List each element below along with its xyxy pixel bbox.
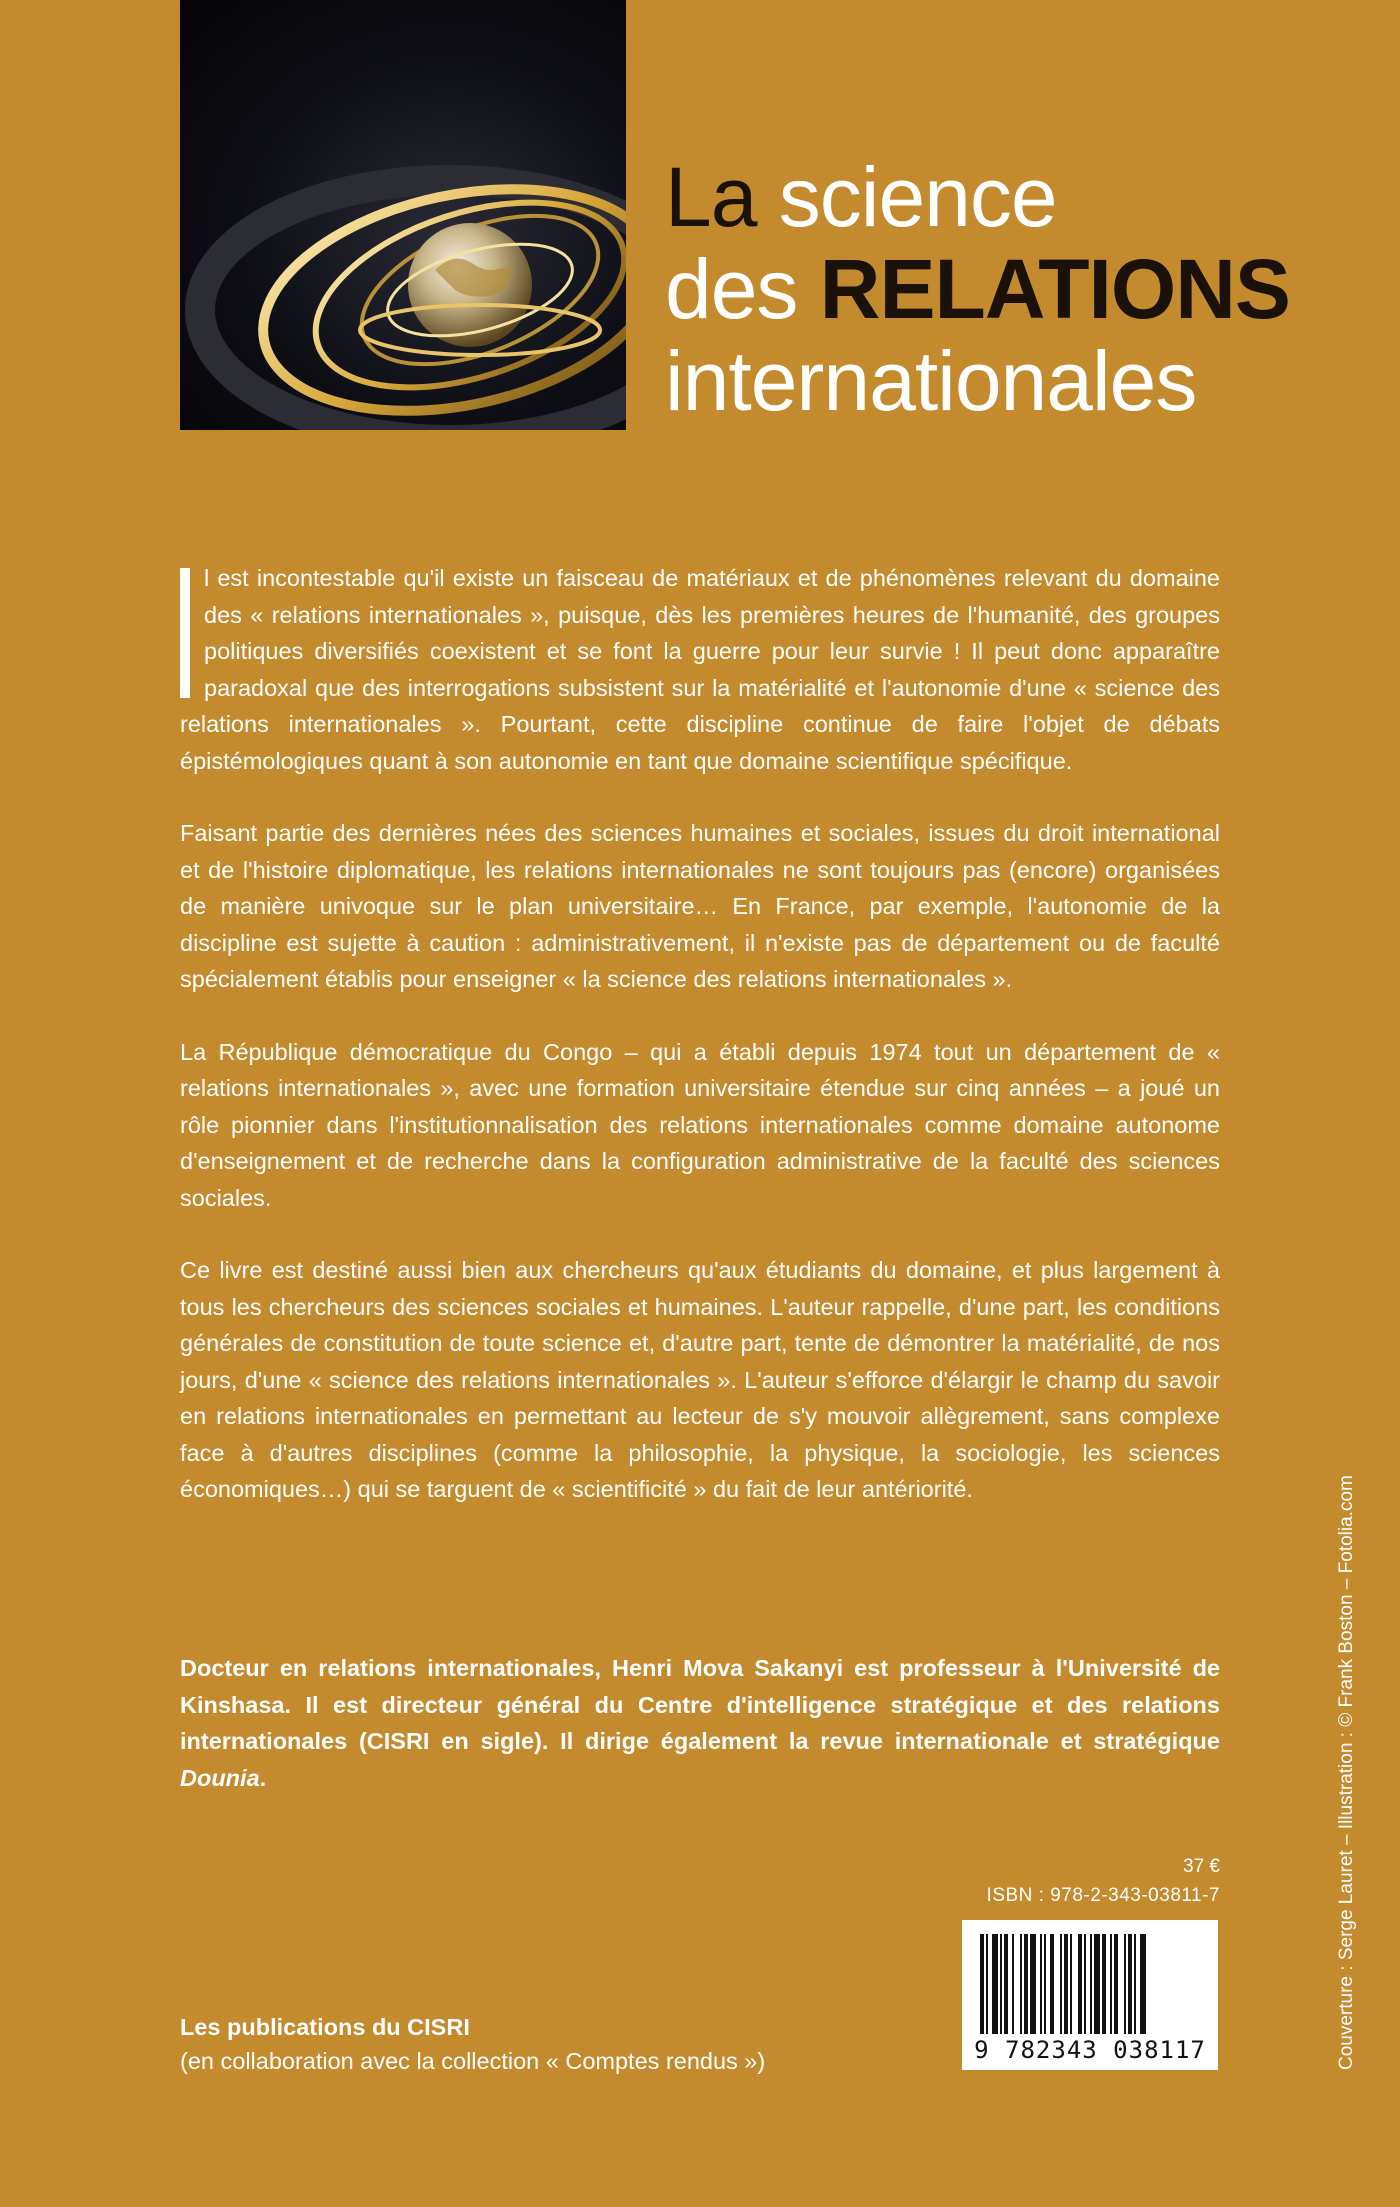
journal-title: Dounia [180, 1764, 260, 1791]
summary-paragraph: l est incontestable qu'il existe un faisceau de matériaux et de phénomènes relevant du domaine des « relations internationales », puisque, dès les premières heures de l'humanité, des groupes politiques diversifiés coexistent et se font la guerre pour leur survie ! Il peut donc apparaître paradoxal que des interrogations subsistent sur la matérialité et l'autonomie d'une « science des relations internationales ». Pourtant, cette discipline continue de faire l'objet de débats épistémologiques quant à son autonomie en tant que domaine scientifique spécifique. [180, 565, 1220, 774]
publisher-name: Les publications du CISRI [180, 2014, 470, 2040]
author-bio: Docteur en relations internationales, Henri Mova Sakanyi est professeur à l'Université de Kinshasa. Il est directeur général du Centre d'intelligence stratégique et des relations internationales (CISRI en sigle). Il dirige également la revue internationale et stratégique Dounia. [180, 1655, 1220, 1791]
title-line-3: internationales [665, 334, 1197, 428]
publisher-info [180, 2010, 880, 2078]
drop-cap-i [180, 568, 190, 698]
summary-paragraph: Ce livre est destiné aussi bien aux chercheurs qu'aux étudiants du domaine, et plus largement à tous les chercheurs des sciences sociales et humaines. L'auteur rappelle, d'une part, les conditions générales de constitution de toute science et, d'autre part, tente de démontrer la matérialité, de nos jours, d'une « science des relations internationales ». L'auteur s'efforce d'élargir le champ du savoir en relations internationales en permettant au lecteur de s'y mouvoir allègrement, sans complexe face à d'autres disciplines (comme la philosophie, la physique, la sociologie, les sciences économiques…) qui se targuent de « scientificité » du fait de leur antériorité. [180, 1257, 1220, 1502]
title-line-1: La science [665, 150, 1057, 244]
barcode-bars-icon [980, 1934, 1200, 2034]
globe-rings-icon [180, 0, 626, 430]
summary-paragraph: Faisant partie des dernières nées des sciences humaines et sociales, issues du droit international et de l'histoire diplomatique, les relations internationales ne sont toujours pas (encore) organisées de manière univoque sur le plan universitaire… En France, par exemple, l'autonomie de la discipline est sujette à caution : administrativement, il n'existe pas de département ou de faculté spécialement établis pour enseigner « la science des relations internationales ». [180, 820, 1220, 992]
cover-illustration [180, 0, 626, 430]
isbn: ISBN : 978-2-343-03811-7 [986, 1885, 1220, 1906]
price: 37 € [1183, 1856, 1220, 1877]
back-cover-summary [180, 560, 1220, 1544]
cover-credit: Couverture : Serge Lauret – Illustration : © Frank Boston – Fotolia.com [1336, 1475, 1357, 2070]
title-line-2: des RELATIONS [665, 242, 1290, 336]
barcode-number: 9 782343 038117 [974, 2036, 1206, 2064]
summary-paragraph: La République démocratique du Congo – qui a établi depuis 1974 tout un département de « relations internationales », avec une formation universitaire étendue sur cinq années – a joué un rôle pionnier dans l'institutionnalisation des relations internationales comme domaine autonome d'enseignement et de recherche dans la configuration administrative de la faculté des sciences sociales. [180, 1038, 1220, 1211]
barcode [962, 1920, 1218, 2070]
publisher-collection: (en collaboration avec la collection « Comptes rendus ») [180, 2048, 766, 2074]
book-title [665, 150, 1365, 431]
